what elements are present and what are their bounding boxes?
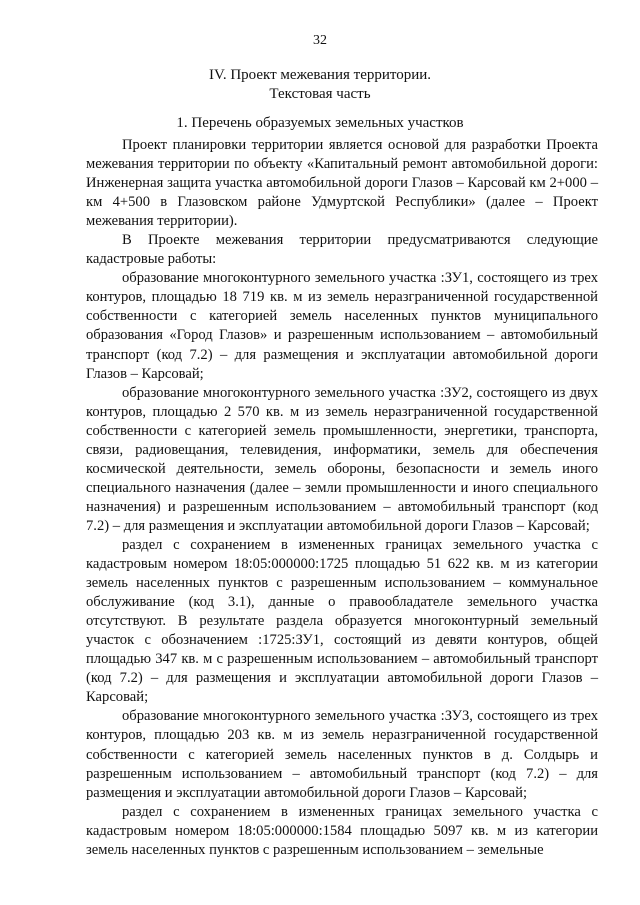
page-number: 32 — [313, 33, 327, 48]
section-title: IV. Проект межевания территории. — [208, 67, 432, 83]
list-title: 1. Перечень образуемых земельных участков — [176, 115, 464, 131]
paragraph-zu2: образование многоконтурного земельного участка :ЗУ2, состоящего из двух контуров, площадью 2 570 кв. м из земель неразграниченной государственной собственности с категорией земель промышленности, энергетики, транспорта, связи, радиовещания, телевидения, информатики, земель для обеспечения космической деятельности, земель обороны, безопасности и земель иного специального назначения (далее – земли промышленности и иного специального назначения) и разрешенным использованием – автомобильный транспорт (код 7.2) – для размещения и эксплуатации автомобильной дороги Глазов – Карсовай; — [86, 384, 598, 534]
paragraph-zu3: образование многоконтурного земельного участка :ЗУ3, состоящего из трех контуров, площадью 203 кв. м из земель неразграниченной государственной собственности с категорией земель населенных пунктов в д. Солдырь и разрешенным использованием – автомобильный транспорт (код 7.2) – для размещения и эксплуатации автомобильной дороги Глазов – Карсовай; — [86, 708, 598, 801]
paragraph-cadastral-works: В Проекте межевания территории предусматриваются следующие кадастровые работы: — [86, 232, 598, 268]
section-subtitle: Текстовая часть — [269, 86, 371, 102]
paragraph-intro: Проект планировки территории является основой для разработки Проекта межевания территории по объекту «Капитальный ремонт автомобильной дороги: Инженерная защита участка автомобильной дороги Глазов – Карсовай км 2+000 – км 4+500 в Глазовском районе Удмуртской Республики» (далее – Проект межевания территории). — [86, 137, 598, 230]
paragraph-zu1: образование многоконтурного земельного участка :ЗУ1, состоящего из трех контуров, площадью 18 719 кв. м из земель неразграниченной государственной собственности с категорией земель населенных пунктов муниципального образования «Город Глазов» и разрешенным использованием – автомобильный транспорт (код 7.2) – для размещения и эксплуатации автомобильной дороги Глазов – Карсовай; — [86, 270, 598, 382]
paragraph-split-1725: раздел с сохранением в измененных границах земельного участка с кадастровым номером 18:05:000000:1725 площадью 51 622 кв. м из категории земель населенных пунктов с разрешенным использованием – коммунальное обслуживание (код 3.1), данные о правообладателе земельного участка отсутствуют. В результате раздела образуется многоконтурный земельный участок с обозначением :1725:ЗУ1, состоящий из девяти контуров, общей площадью 347 кв. м с разрешенным использованием – автомобильный транспорт (код 7.2) – для размещения и эксплуатации автомобильной дороги Глазов – Карсовай; — [86, 536, 598, 706]
body-text — [86, 136, 598, 860]
paragraph-split-1584: раздел с сохранением в измененных границах земельного участка с кадастровым номером 18:05:000000:1584 площадью 5097 кв. м из категории земель населенных пунктов с разрешенным использованием – земельные — [86, 803, 598, 858]
